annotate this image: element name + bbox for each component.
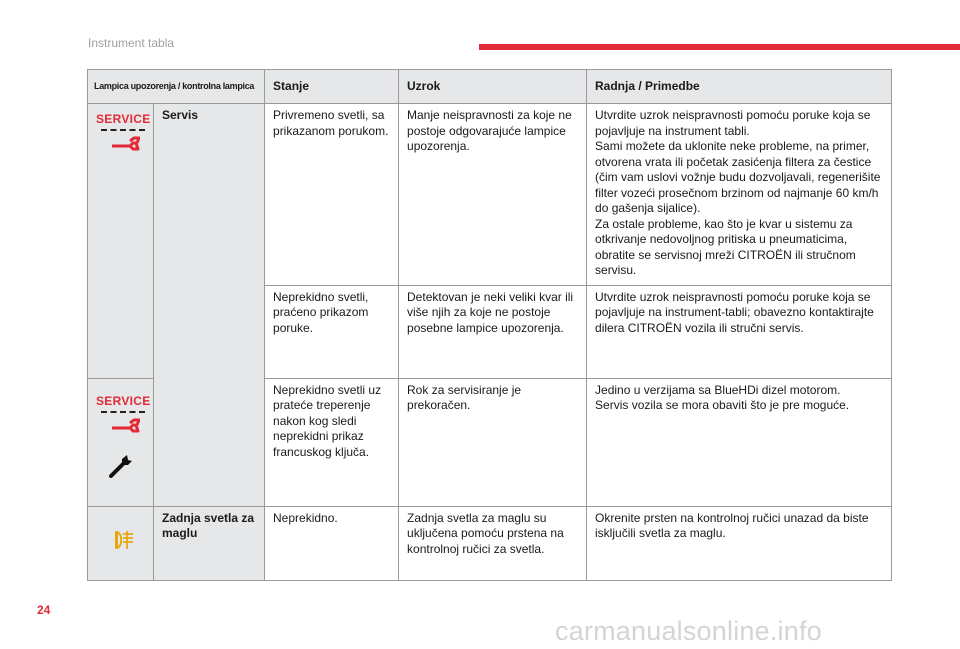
fog-name: Zadnja svetla za maglu xyxy=(154,506,265,580)
column-header-lamp: Lampica upozorenja / kontrolna lampica xyxy=(88,70,265,104)
column-header-cause: Uzrok xyxy=(399,70,587,104)
cause-cell: Zadnja svetla za maglu su uključena pomoću prstena na kontrolnoj ručici za svetla. xyxy=(399,506,587,580)
service-warning-icon xyxy=(96,113,151,151)
action-cell xyxy=(587,378,892,506)
watermark: carmanualsonline.info xyxy=(555,616,822,646)
dashed-line-icon xyxy=(101,129,145,131)
state-cell: Neprekidno svetli uz prateće treperenje nakon kog sledi neprekidni prikaz francuskog ključa. xyxy=(265,378,399,506)
wrench-icon xyxy=(106,417,140,433)
header-accent-bar xyxy=(479,44,960,50)
service-icon-label: SERVICE xyxy=(96,393,151,408)
action-text: Servis vozila se mora obaviti što je pre moguće. xyxy=(595,398,850,412)
cause-cell: Rok za servisiranje je prekoračen. xyxy=(399,378,587,506)
table-row xyxy=(88,104,892,286)
wrench-icon xyxy=(108,453,134,479)
warning-lamp-table xyxy=(87,69,892,581)
service-icon-label: SERVICE xyxy=(96,112,151,126)
service-name: Servis xyxy=(154,104,265,507)
service-icon-cell xyxy=(88,378,154,506)
state-cell: Neprekidno svetli, praćeno prikazom poruke. xyxy=(265,285,399,378)
page-number: 24 xyxy=(37,603,51,617)
state-cell: Privremeno svetli, sa prikazanom porukom. xyxy=(265,104,399,286)
dashed-line-icon xyxy=(101,411,145,413)
action-text: Jedino u verzijama sa BlueHDi dizel motorom. xyxy=(595,382,841,397)
action-text: Za ostale probleme, kao što je kvar u sistemu za otkrivanje nedovoljnog pritiska u pneumaticima, obratite se servisnoj mreži CITROËN ili stručnom servisu. xyxy=(595,216,856,277)
cause-cell: Detektovan je neki veliki kvar ili više njih za koje ne postoje posebne lampice upozorenja. xyxy=(399,285,587,378)
action-cell: Utvrdite uzrok neispravnosti pomoću poruke koja se pojavljuje na instrument-tabli; obavezno kontaktirajte dilera CITROËN vozila ili stručni servis. xyxy=(587,285,892,378)
wrench-icon xyxy=(106,135,140,151)
table-header-row xyxy=(88,70,892,104)
action-cell: Okrenite prsten na kontrolnoj ručici unazad da biste isključili svetla za maglu. xyxy=(587,506,892,580)
service-warning-icon xyxy=(96,395,151,433)
table-row xyxy=(88,506,892,580)
cause-cell: Manje neispravnosti za koje ne postoje odgovarajuće lampice upozorenja. xyxy=(399,104,587,286)
service-icon-cell xyxy=(88,104,154,379)
column-header-state: Stanje xyxy=(265,70,399,104)
column-header-action: Radnja / Primedbe xyxy=(587,70,892,104)
action-cell xyxy=(587,104,892,286)
action-text: Sami možete da uklonite neke probleme, na primer, otvorena vrata ili početak zasićenja filtera za čestice (čim vam uslovi vožnje budu dozvoljavali, regenerišite filter vozeći prosečnom brzinom od najmanje 60 km/h do gašenja sijalice). xyxy=(595,139,881,215)
rear-fog-light-icon xyxy=(106,529,136,551)
state-cell: Neprekidno. xyxy=(265,506,399,580)
section-title: Instrument tabla xyxy=(88,36,175,50)
action-text: Utvrdite uzrok neispravnosti pomoću poruke koja se pojavljuje na instrument tabli. xyxy=(595,108,871,138)
fog-icon-cell xyxy=(88,506,154,580)
